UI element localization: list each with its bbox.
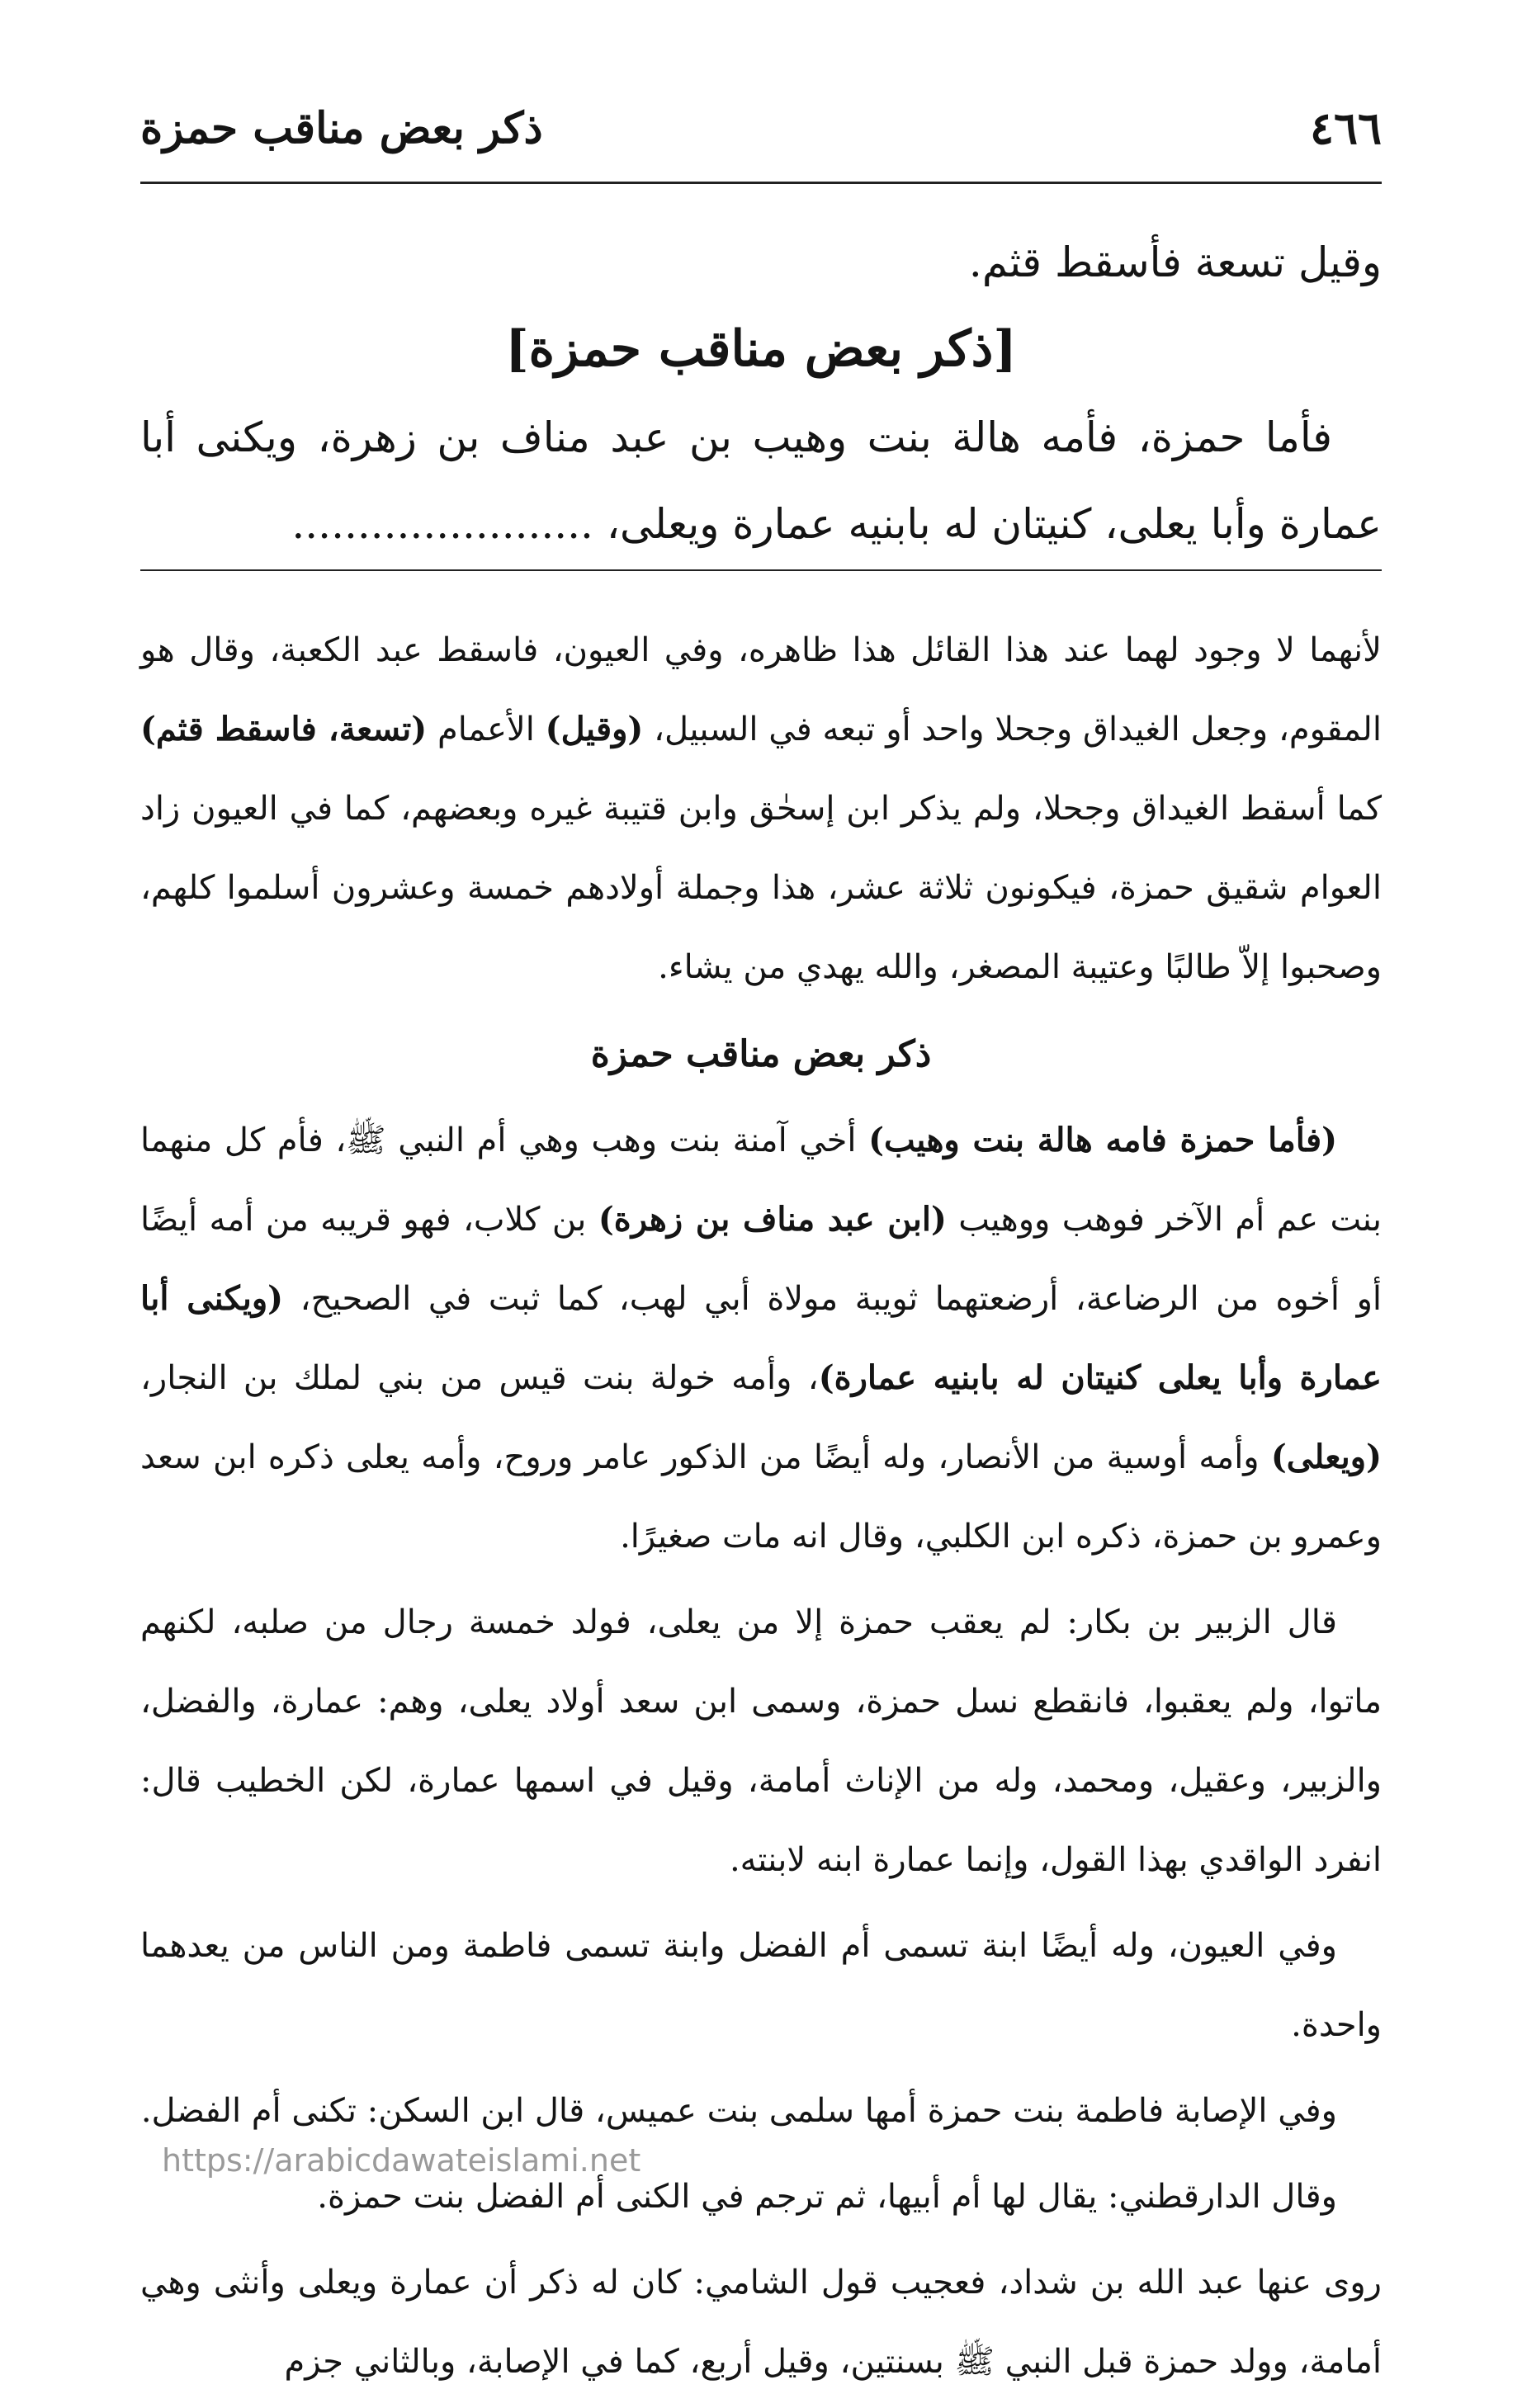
- watermark-url: https://arabicdawateislami.net: [162, 2142, 641, 2179]
- commentary-divider: [140, 569, 1382, 571]
- text-run: وأمه أوسية من الأنصار، وله أيضًا من الذكور عامر وروح، وأمه يعلى ذكره ابن سعد وعمرو بن حمزة، ذكره ابن الكلبي، وقال انه مات صغيرًا.: [140, 1438, 1382, 1556]
- running-title: ذكر بعض مناقب حمزة: [140, 102, 543, 153]
- commentary-paragraph: وفي العيون، وله أيضًا ابنة تسمى أم الفضل وابنة تسمى فاطمة ومن الناس من يعدهما واحدة.: [140, 1927, 1382, 2044]
- bold-quote: (ابن عبد مناف بن زهرة): [598, 1200, 947, 1239]
- bold-quote: (ويكنى أبا عمارة وأبا يعلى كنيتان له بابنيه عمارة): [140, 1279, 1382, 1397]
- commentary-paragraph: قال الزبير بن بكار: لم يعقب حمزة إلا من يعلى، فولد خمسة رجال من صلبه، لكنهم ماتوا، ولم يعقبوا، فانقطع نسل حمزة، وسمى ابن سعد أولاد يعلى، وهم: عمارة، والفضل، والزبير، وعقيل، ومحمد، وله من الإناث أمامة، وقيل في اسمها عمارة، لكن الخطيب قال: انفرد الواقدي بهذا القول، وإنما عمارة ابنه لابنته.: [140, 1603, 1382, 1879]
- commentary-heading: ذكر بعض مناقب حمزة: [590, 1033, 932, 1075]
- commentary-paragraph: وقال الدارقطني: يقال لها أم أبيها، ثم ترجم في الكنى أم الفضل بنت حمزة.: [317, 2178, 1337, 2216]
- text-run: ، وأمه خولة بنت قيس من بني لملك بن النجار،: [140, 1359, 819, 1397]
- commentary-paragraph: وفي الإصابة فاطمة بنت حمزة أمها سلمى بنت عميس، قال ابن السكن: تكنى أم الفضل.: [140, 2092, 1337, 2130]
- ellipsis-dots: .......................: [291, 500, 593, 548]
- text-run: لأنهما لا وجود لهما عند هذا القائل هذا ظاهره، وفي العيون، فاسقط عبد الكعبة، وقال هو المقوم، وجعل الغيداق وجحلا واحد أو تبعه في السبيل،: [140, 631, 1382, 748]
- commentary: [140, 611, 1382, 2408]
- main-paragraph: [140, 394, 1382, 568]
- bold-quote: (ويعلى): [1270, 1438, 1382, 1476]
- bold-quote: (تسعة، فاسقط قثم): [140, 710, 428, 748]
- section-heading: [ذكر بعض مناقب حمزة]: [505, 320, 1017, 378]
- page-number: ٤٦٦: [1309, 102, 1382, 154]
- page-header: [140, 92, 1382, 163]
- commentary-paragraph: [140, 1101, 1382, 1576]
- main-paragraph-text: فأما حمزة، فأمه هالة بنت وهيب بن عبد مناف بن زهرة، ويكنى أبا عمارة وأبا يعلى، كنيتان له بابنيه عمارة ويعلى،: [140, 413, 1382, 548]
- header-rule: [140, 182, 1382, 184]
- commentary-paragraph: [140, 611, 1382, 1007]
- text-run: أخي آمنة بنت وهب وهي أم النبي ﷺ، فأم كل منهما بنت عم أم الآخر فوهب ووهيب: [140, 1121, 1383, 1239]
- text-run: بن كلاب، فهو قريبه من أمه أيضًا أو أخوه من الرضاعة، أرضعتهما ثويبة مولاة أبي لهب، كما ثبت في الصحيح،: [140, 1201, 1383, 1318]
- text-run: الأعمام: [427, 711, 546, 748]
- main-text: [140, 221, 1382, 568]
- bold-quote: (وقيل): [545, 710, 644, 748]
- commentary-paragraph: روى عنها عبد الله بن شداد، فعجيب قول الشامي: كان له ذكر أن عمارة ويعلى وأنثى وهي أمامة، وولد حمزة قبل النبي ﷺ بسنتين، وقيل أربع، كما في الإصابة، وبالثاني جزم: [140, 2264, 1382, 2381]
- text-run: كما أسقط الغيداق وجحلا، ولم يذكر ابن إسحٰق وابن قتيبة غيره وبعضهم، كما في العيون زاد العوام شقيق حمزة، فيكونون ثلاثة عشر، هذا وجملة أولادهم خمسة وعشرون أسلموا كلهم، وصحبوا إلاّ طالبًا وعتيبة المصغر، والله يهدي من يشاء.: [140, 790, 1382, 986]
- bold-quote: (فأما حمزة فامه هالة بنت وهيب): [868, 1121, 1337, 1159]
- main-line: وقيل تسعة فأسقط قثم.: [968, 238, 1382, 286]
